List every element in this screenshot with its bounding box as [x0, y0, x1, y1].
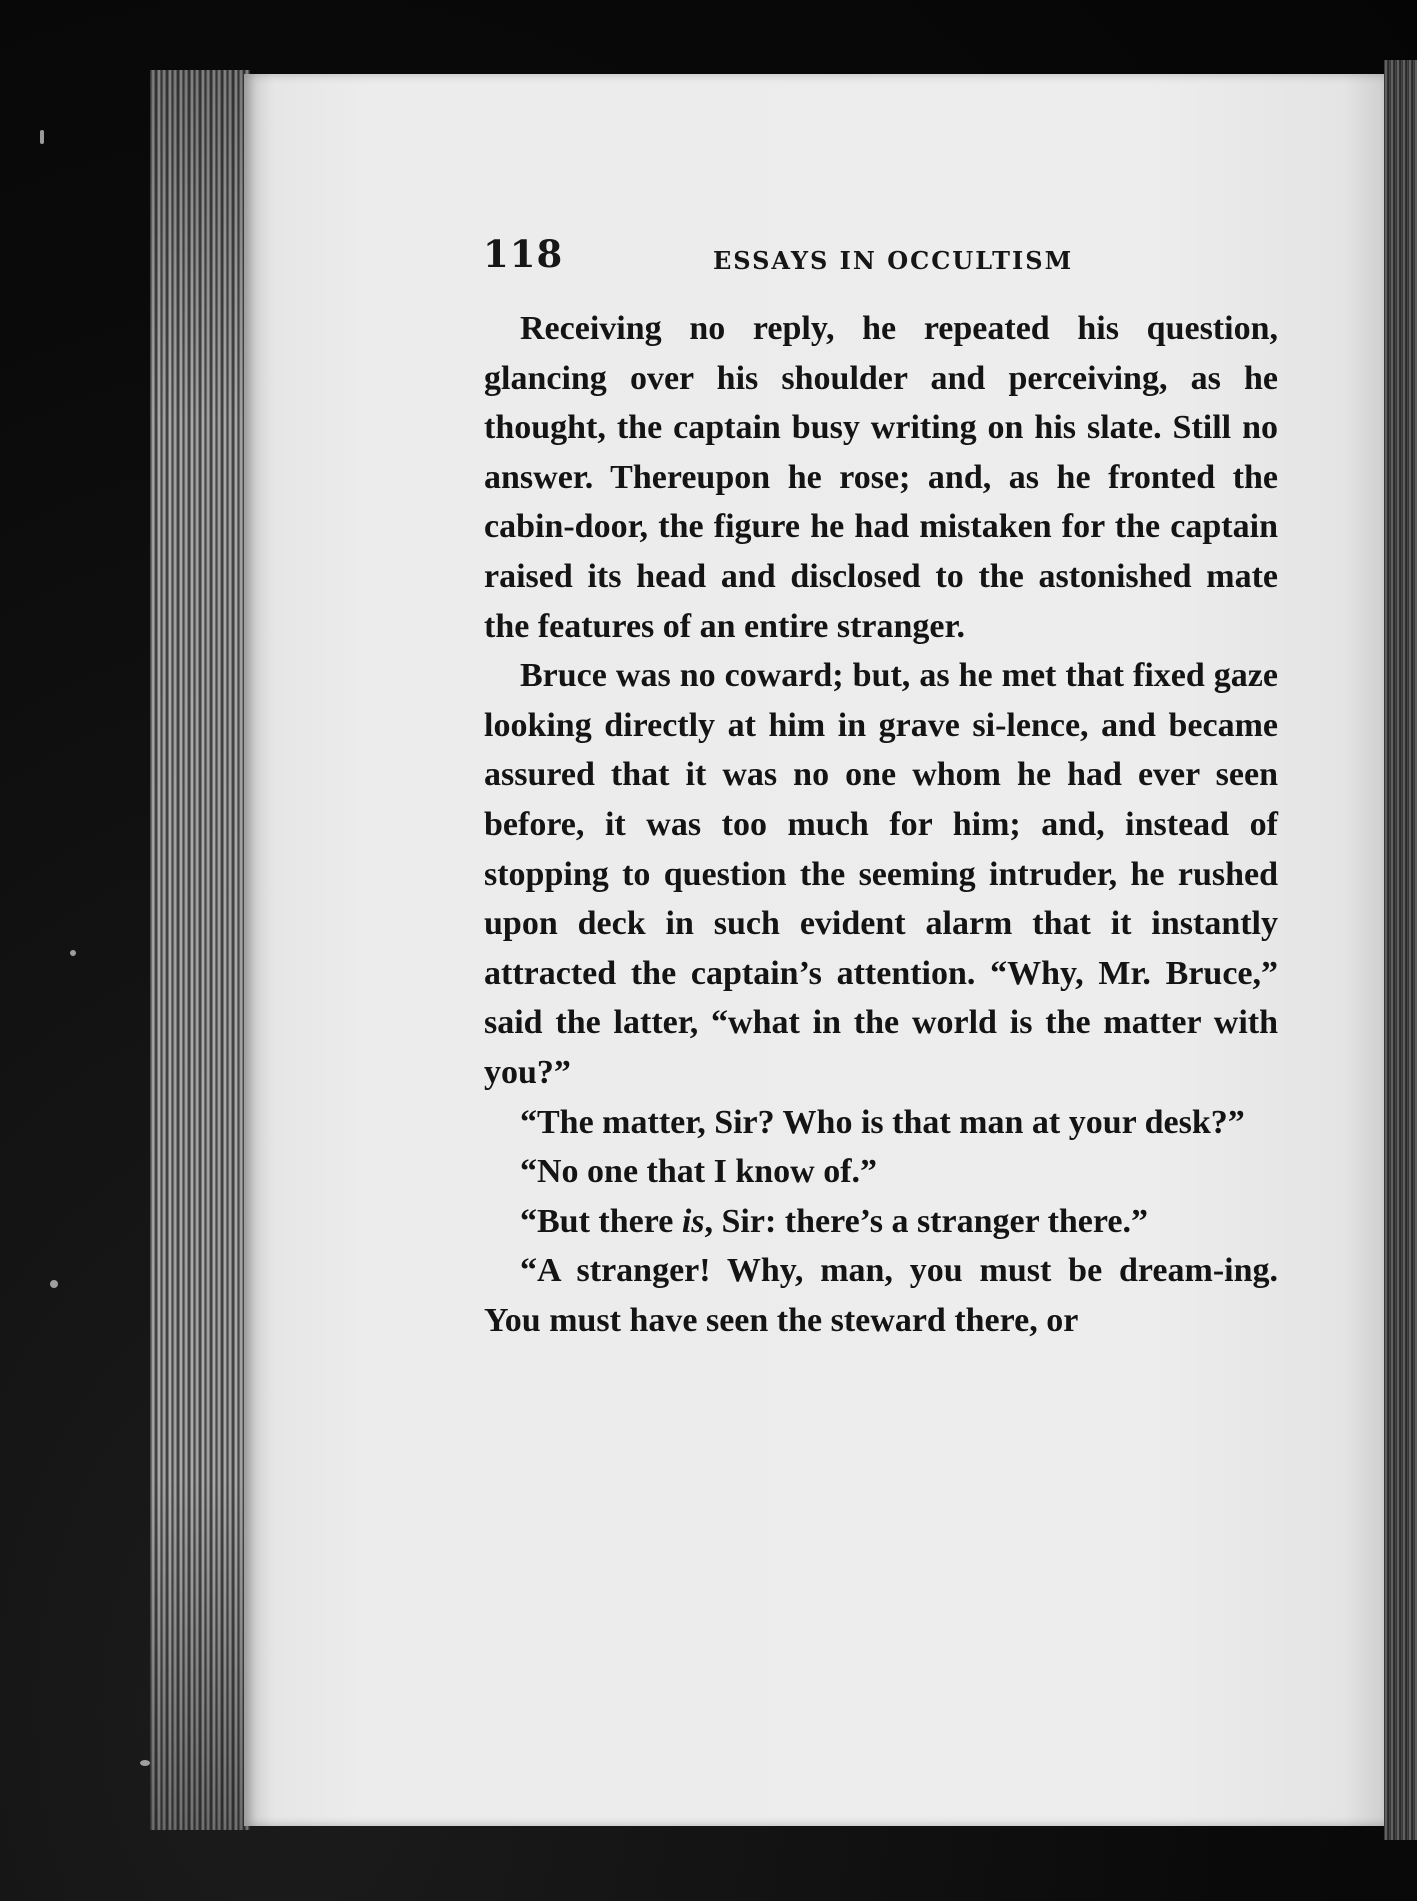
- paragraph: Receiving no reply, he repeated his question, glancing over his shoulder and perceiving, as he thought, the captain busy writing on his slate. Still no answer. Thereupon he rose; and, as he fronted the cabin-door, the figure he had mistaken for the captain raised its head and disclosed to the astonished mate the features of an entire stranger.: [484, 310, 1278, 645]
- running-head-title: ESSAYS IN OCCULTISM: [713, 246, 1074, 275]
- paragraph: “But there is, Sir: there’s a stranger there.”: [520, 1202, 1148, 1240]
- opposite-page-edge: [1384, 60, 1417, 1840]
- body-text: [484, 304, 1278, 1345]
- page-edges: [150, 70, 250, 1830]
- scan-speck: [70, 950, 76, 956]
- scan-speck: [140, 1760, 150, 1766]
- scan-speck: [50, 1280, 58, 1288]
- paragraph: “The matter, Sir? Who is that man at your desk?”: [520, 1103, 1245, 1141]
- paragraph: Bruce was no coward; but, as he met that fixed gaze looking directly at him in grave si-lence, and became assured that it was no one whom he had ever seen before, it was too much for him; and, instead of stopping to question the seeming intruder, he rushed upon deck in such evident alarm that it instantly attracted the captain’s attention. “Why, Mr. Bruce,” said the latter, “what in the world is the matter with you?”: [484, 657, 1278, 1091]
- paragraph: “A stranger! Why, man, you must be dream-ing. You must have seen the steward there, or: [484, 1252, 1278, 1339]
- running-head: [483, 232, 1283, 282]
- scan-speck: [40, 130, 44, 144]
- paragraph: “No one that I know of.”: [520, 1153, 878, 1191]
- page-number: 118: [483, 232, 564, 276]
